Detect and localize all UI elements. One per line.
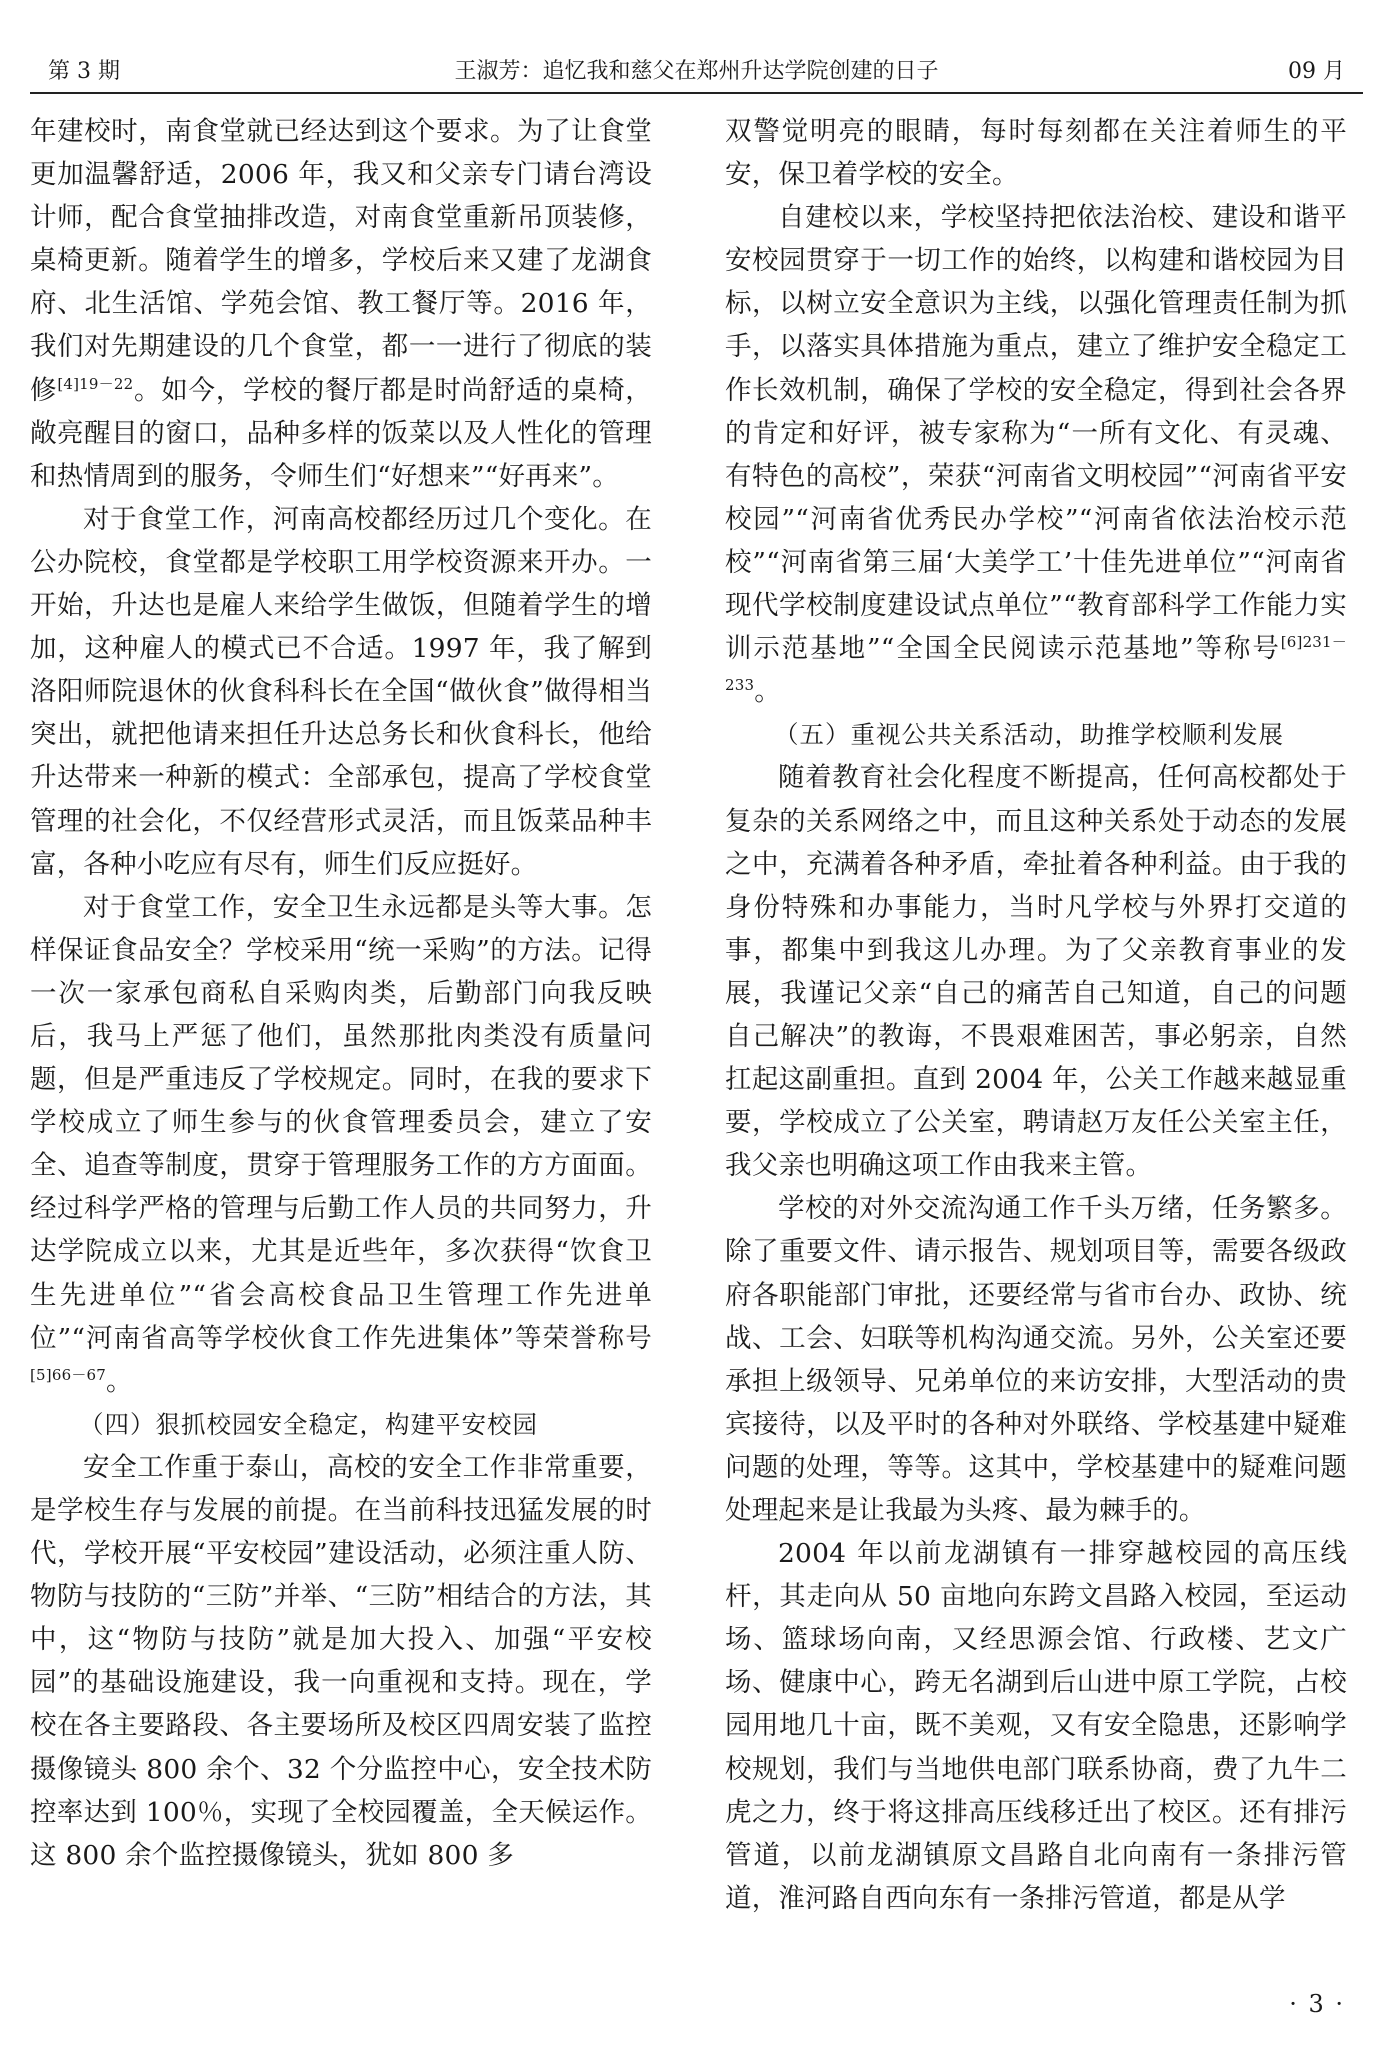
running-title: 王淑芳：追忆我和慈父在郑州升达学院创建的日子 [454,59,939,84]
section-heading: （五）重视公共关系活动，助推学校顺利发展 [774,720,1284,750]
month-label: 09 月 [1288,59,1345,84]
paragraph: 安全工作重于泰山，高校的安全工作非常重要，是学校生存与发展的前提。在当前科技迅猛发展的时代，学校开展“平安校园”建设活动，必须注重人防、物防与技防的“三防”并举、“三防”相结合的方法，其中，这“物防与技防”就是加大投入、加强“平安校园”的基础设施建设，我一向重视和支持。现在，学校在各主要路段、各主要场所及校区四周安装了监控摄像镜头 800 余个、32 个分监控中心，安全技术防控率达到 100％，实现了全校园覆盖，全天候运作。这 800 余个监控摄像镜头，犹如 800 多 [30,1451,652,1871]
citation-ref: [4]19－22 [57,374,134,393]
paragraph [30,886,652,1403]
paragraph-text: 。如今，学校的餐厅都是时尚舒适的桌椅，敞亮醒目的窗口，品种多样的饭菜以及人性化的管理和热情周到的服务，令师生们“好想来”“好再来”。 [30,374,652,492]
right-column [725,110,1347,1920]
page-number: · 3 · [1289,1990,1345,2018]
paragraph-text: 。 [106,1365,133,1397]
running-header [48,52,1345,92]
paragraph: 2004 年以前龙湖镇有一排穿越校园的高压线杆，其走向从 50 亩地向东跨文昌路入校园，至运动场、篮球场向南，又经思源会馆、行政楼、艺文广场、健康中心，跨无名湖到后山进中原工学院，占校园用地几十亩，既不美观，又有安全隐患，还影响学校规划，我们与当地供电部门联系协商，费了九牛二虎之力，终于将这排高压线移迁出了校区。还有排污管道，以前龙湖镇原文昌路自北向南有一条排污管道，淮河路自西向东有一条排污管道，都是从学 [725,1538,1347,1914]
paragraph-text: 年建校时，南食堂就已经达到这个要求。为了让食堂更加温馨舒适，2006 年，我又和父亲专门请台湾设计师，配合食堂抽排改造，对南食堂重新吊顶装修，桌椅更新。随着学生的增多，学校后来又建了龙湖食府、北生活馆、学苑会馆、教工餐厅等。2016 年，我们对先期建设的几个食堂，都一一进行了彻底的装修 [30,116,652,406]
citation-ref: [6]231－233 [725,633,1347,695]
left-column [30,110,652,1877]
paragraph-text: 自建校以来，学校坚持把依法治校、建设和谐平安校园贯穿于一切工作的始终，以构建和谐校园为目标，以树立安全意识为主线，以强化管理责任制为抓手，以落实具体措施为重点，建立了维护安全稳定工作长效机制，确保了学校的安全稳定，得到社会各界的肯定和好评，被专家称为“一所有文化、有灵魂、有特色的高校”，荣获“河南省文明校园”“河南省平安校园”“河南省优秀民办学校”“河南省依法治校示范校”“河南省第三届‘大美学工’十佳先进单位”“河南省现代学校制度建设试点单位”“教育部科学工作能力实训示范基地”“全国全民阅读示范基地”等称号 [725,202,1347,665]
paragraph-text: 对于食堂工作，安全卫生永远都是头等大事。怎样保证食品安全？学校采用“统一采购”的方法。记得一次一家承包商私自采购肉类，后勤部门向我反映后，我马上严惩了他们，虽然那批肉类没有质量问题，但是严重违反了学校规定。同时，在我的要求下学校成立了师生参与的伙食管理委员会，建立了安全、追查等制度，贯穿于管理服务工作的方方面面。经过科学严格的管理与后勤工作人员的共同努力，升达学院成立以来，尤其是近些年，多次获得“饮食卫生先进单位”“省会高校食品卫生管理工作先进单位”“河南省高等学校伙食工作先进集体”等荣誉称号 [30,891,652,1354]
paragraph: 学校的对外交流沟通工作千头万绪，任务繁多。除了重要文件、请示报告、规划项目等，需要各级政府各职能部门审批，还要经常与省市台办、政协、统战、工会、妇联等机构沟通交流。另外，公关室还要承担上级领导、兄弟单位的来访安排，大型活动的贵宾接待，以及平时的各种对外联络、学校基建中疑难问题的处理，等等。这其中，学校基建中的疑难问题处理起来是让我最为头疼、最为棘手的。 [725,1193,1347,1526]
paragraph: 双警觉明亮的眼睛，每时每刻都在关注着师生的平安，保卫着学校的安全。 [725,116,1347,191]
issue-label: 第 3 期 [48,59,120,84]
paragraph: 对于食堂工作，河南高校都经历过几个变化。在公办院校，食堂都是学校职工用学校资源来开办。一开始，升达也是雇人来给学生做饭，但随着学生的增加，这种雇人的模式已不合适。1997 年，我了解到洛阳师院退休的伙食科科长在全国“做伙食”做得相当突出，就把他请来担任升达总务长和伙食科长，他给升达带来一种新的模式：全部承包，提高了学校食堂管理的社会化，不仅经营形式灵活，而且饭菜品种丰富，各种小吃应有尽有，师生们反应挺好。 [30,503,652,880]
paragraph [725,196,1347,713]
citation-ref: [5]66－67 [30,1365,107,1384]
paragraph [30,110,652,498]
paragraph-text: 。 [754,676,781,708]
header-rule [30,92,1363,94]
section-heading: （四）狠抓校园安全稳定，构建平安校园 [79,1409,538,1439]
paragraph: 随着教育社会化程度不断提高，任何高校都处于复杂的关系网络之中，而且这种关系处于动态的发展之中，充满着各种矛盾，牵扯着各种利益。由于我的身份特殊和办事能力，当时凡学校与外界打交道的事，都集中到我这儿办理。为了父亲教育事业的发展，我谨记父亲“自己的痛苦自己知道，自己的问题自己解决”的教诲，不畏艰难困苦，事必躬亲，自然扛起这副重担。直到 2004 年，公关工作越来越显重要，学校成立了公关室，聘请赵万友任公关室主任，我父亲也明确这项工作由我来主管。 [725,762,1347,1182]
